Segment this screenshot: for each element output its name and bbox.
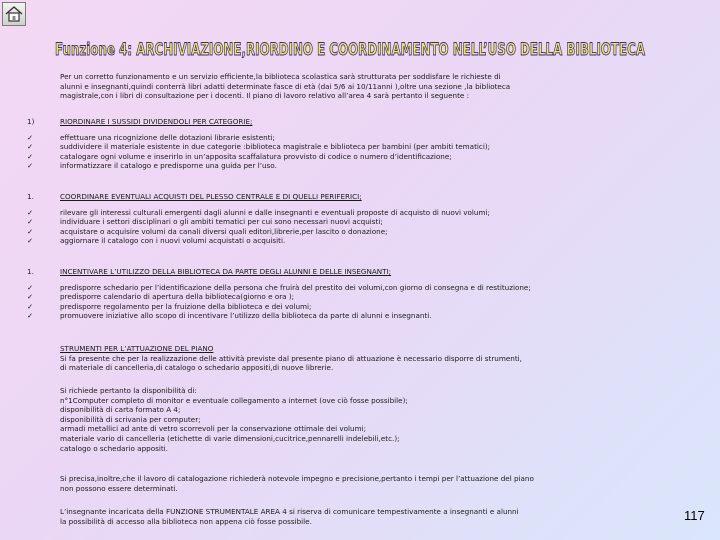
task-list [27, 283, 627, 321]
para-line: disponibilità di scrivania per computer; [60, 414, 201, 424]
check-icon: ✓ [27, 151, 34, 161]
check-icon: ✓ [27, 207, 34, 217]
para-line: disponibilità di carta formato A 4; [60, 405, 181, 415]
intro-line: magistrale,con i libri di consultazione per i docenti. Il piano di lavoro relativo all’area 4 sarà pertanto il seguente : [60, 91, 470, 101]
strumenti-paragraph [60, 344, 630, 373]
item-text: acquistare o acquisire volumi da canali diversi quali editori,librerie,per lascito o donazione; [60, 226, 388, 236]
para-line: materiale vario di cancelleria (etichette di varie dimensioni,cucitrice,pennarelli indelebili,etc.); [60, 433, 400, 443]
item-text: rilevare gli interessi culturali emergenti dagli alunni e dalle insegnanti e eventuali proposte di acquisto di nuovi volumi; [60, 207, 490, 217]
check-icon: ✓ [27, 161, 34, 171]
check-icon: ✓ [27, 236, 34, 246]
intro-line: alunni e insegnanti,quindi conterrà libri adatti determinate fasce di età (dai 5/6 ai 10/11anni ),oltre una sezione ,la biblioteca [60, 81, 511, 91]
section-title: RIORDINARE I SUSSIDI DIVIDENDOLI PER CATEGORIE; [60, 117, 253, 126]
item-text: aggiornare il catalogo con i nuovi volumi acquistati o acquisiti. [60, 236, 286, 246]
section-acquisti [27, 192, 627, 246]
list-item [27, 217, 627, 227]
check-icon: ✓ [27, 142, 34, 152]
section-incentivare [27, 267, 627, 321]
para-line: L’insegnante incaricata della FUNZIONE STRUMENTALE AREA 4 si riserva di comunicare tempestivamente a insegnanti e alunni [60, 507, 519, 516]
strumenti-heading: STRUMENTI PER L’ATTUAZIONE DEL PIANO [60, 344, 214, 353]
list-item [27, 208, 627, 218]
para-line: n°1Computer completo di monitor e eventuale collegamento a internet (ove ciò fosse possibile); [60, 395, 408, 405]
para-line: armadi metallici ad ante di vetro scorrevoli per la conservazione ottimale dei volumi; [60, 424, 367, 434]
item-text: individuare i settori disciplinari o gli ambiti tematici per cui sono necessari nuovi acquisti; [60, 217, 383, 227]
para-line: catalogo o schedario appositi. [60, 443, 168, 453]
item-text: predisporre schedario per l’identificazione della persona che fruirà del prestito dei volumi,con giorno di consegna e di restituzione; [60, 282, 531, 292]
item-text: suddividere il materiale esistente in due categorie :biblioteca magistrale e biblioteca per bambini (per ambiti tematici); [60, 142, 491, 152]
item-text: predisporre regolamento per la fruizione della biblioteca e dei volumi; [60, 301, 312, 311]
home-button[interactable] [2, 2, 26, 26]
item-text: predisporre calendario di apertura della biblioteca(giorno e ora ); [60, 292, 295, 302]
section-title: COORDINARE EVENTUALI ACQUISTI DEL PLESSO CENTRALE E DI QUELLI PERIFERICI; [60, 192, 362, 201]
item-text: catalogare ogni volume e inserirlo in un’apposita scaffalatura provvisto di codice o numero d’identificazione; [60, 151, 452, 161]
para-line: non possono essere determinati. [60, 483, 178, 493]
para-line: di materiale di cancelleria,di catalogo o schedario appositi,di nuove librerie. [60, 363, 334, 373]
task-list [27, 133, 627, 171]
section-number: 1. [27, 192, 34, 201]
title-text: Funzione 4: ARCHIVIAZIONE,RIORDINO E COORDINAMENTO NELL’USO DELLA BIBLIOTECA [55, 40, 646, 60]
list-item [27, 311, 627, 321]
list-item [27, 283, 627, 293]
list-item [27, 152, 627, 162]
section-title: INCENTIVARE L’UTILIZZO DELLA BIBLIOTECA DA PARTE DEGLI ALUNNI E DELLE INSEGNANTI; [60, 267, 392, 276]
check-icon: ✓ [27, 292, 34, 302]
list-item [27, 302, 627, 312]
list-item [27, 236, 627, 246]
section-number: 1. [27, 267, 34, 276]
home-icon [3, 3, 25, 25]
check-icon: ✓ [27, 282, 34, 292]
list-item [27, 142, 627, 152]
item-text: effettuare una ricognizione delle dotazioni librarie esistenti; [60, 132, 275, 142]
check-icon: ✓ [27, 217, 34, 227]
item-text: informatizzare il catalogo e predisporne una guida per l’uso. [60, 161, 277, 171]
intro-line: Per un corretto funzionamento e un servizio efficiente,la biblioteca scolastica sarà strutturata per soddisfare le richieste di [60, 72, 501, 81]
para-line: la possibilità di accesso alla biblioteca non appena ciò fosse possibile. [60, 516, 312, 526]
check-icon: ✓ [27, 311, 34, 321]
task-list [27, 208, 627, 246]
list-item [27, 292, 627, 302]
check-icon: ✓ [27, 226, 34, 236]
insegnante-paragraph [60, 507, 630, 526]
section-riordinare [27, 117, 627, 171]
check-icon: ✓ [27, 301, 34, 311]
list-item [27, 161, 627, 171]
para-line: Si richiede pertanto la disponibilità di: [60, 386, 197, 395]
intro-paragraph [60, 72, 620, 101]
richiede-paragraph [60, 386, 630, 453]
page-number: 117 [684, 508, 705, 523]
para-line: Si precisa,inoltre,che il lavoro di catalogazione richiederà notevole impegno e precisione,pertanto i tempi per l’attuazione del piano [60, 474, 534, 483]
list-item [27, 133, 627, 143]
check-icon: ✓ [27, 132, 34, 142]
para-line: Si fa presente che per la realizzazione delle attività previste dal presente piano di attuazione è necessario disporre di strumenti, [60, 353, 522, 363]
section-number: 1) [27, 117, 35, 126]
list-item [27, 227, 627, 237]
page-title [50, 32, 650, 62]
item-text: promuovere iniziative allo scopo di incentivare l’utilizzo della biblioteca da parte di alunni e insegnanti. [60, 311, 432, 321]
precisa-paragraph [60, 474, 630, 493]
